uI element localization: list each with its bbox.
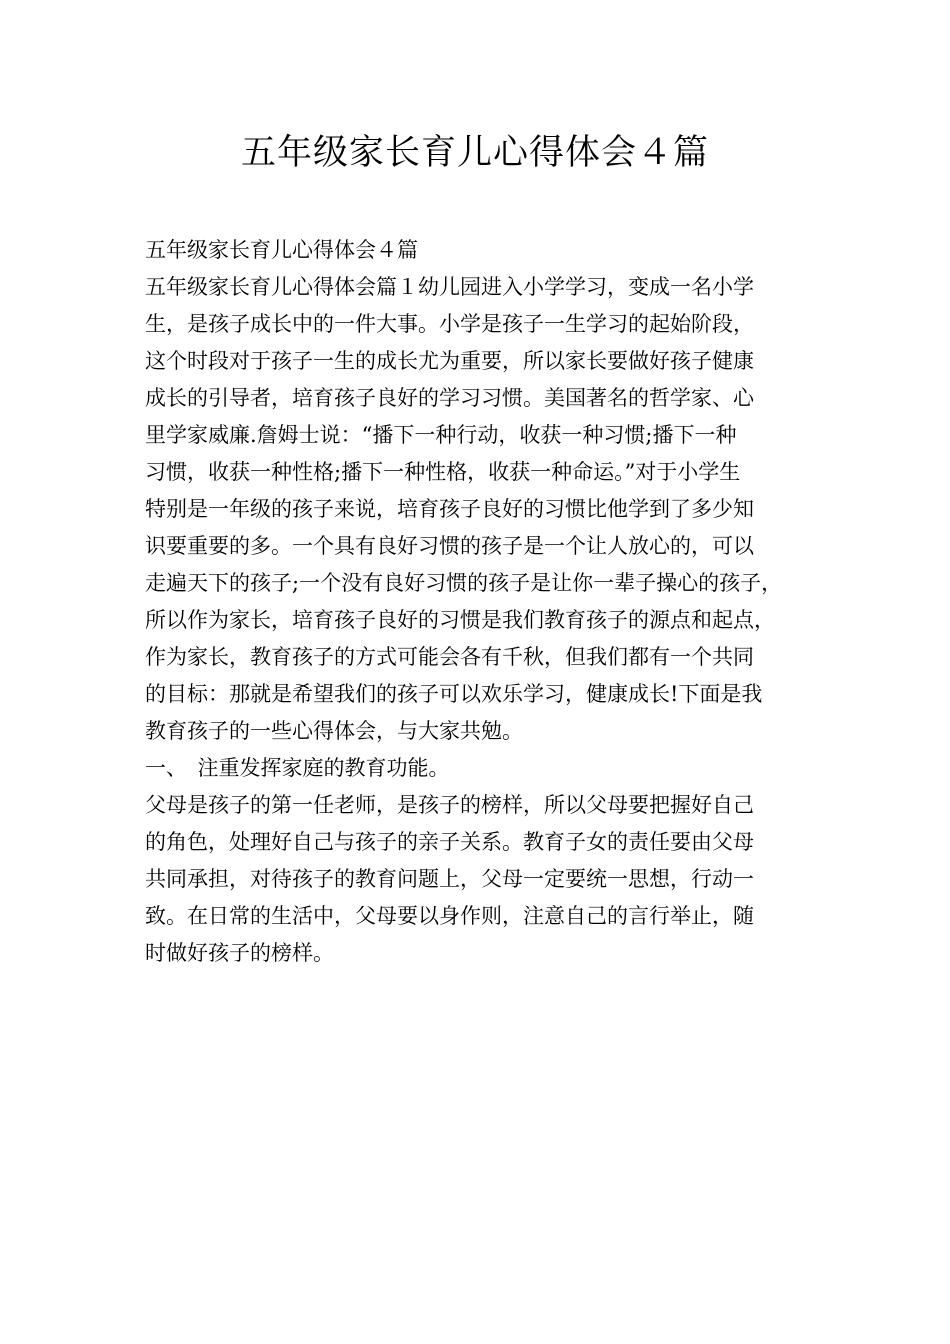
section-heading: 一、 注重发挥家庭的教育功能。 [145, 756, 450, 780]
text-line: 教育孩子的一些心得体会，与大家共勉。 [145, 719, 523, 743]
text-line: 五年级家长育儿心得体会篇１幼儿园进入小学学习，变成一名小学 [145, 275, 754, 299]
text-line: 作为家长，教育孩子的方式可能会各有千秋，但我们都有一个共同 [145, 645, 754, 669]
text-line: 致。在日常的生活中，父母要以身作则，注意自己的言行举止，随 [145, 904, 754, 928]
text-line: 特别是一年级的孩子来说，培育孩子良好的习惯比他学到了多少知 [145, 497, 754, 521]
text-line: 走遍天下的孩子;一个没有良好习惯的孩子是让你一辈子操心的孩子， [145, 571, 783, 595]
text-line: 的目标：那就是希望我们的孩子可以欢乐学习，健康成长!下面是我 [145, 682, 763, 706]
text-line: 所以作为家长，培育孩子良好的习惯是我们教育孩子的源点和起点， [145, 608, 775, 632]
text-line: 这个时段对于孩子一生的成长尤为重要，所以家长要做好孩子健康 [145, 349, 754, 373]
text-line: 识要重要的多。一个具有良好习惯的孩子是一个让人放心的，可以 [145, 534, 754, 558]
text-line: 生，是孩子成长中的一件大事。小学是孩子一生学习的起始阶段， [145, 312, 754, 336]
text-line: 成长的引导者，培育孩子良好的学习习惯。美国著名的哲学家、心 [145, 386, 754, 410]
text-line: 时做好孩子的榜样。 [145, 941, 334, 965]
text-line: 习惯，收获一种性格;播下一种性格，收获一种命运。”对于小学生 [145, 460, 741, 484]
text-line: 父母是孩子的第一任老师，是孩子的榜样，所以父母要把握好自己 [145, 793, 754, 817]
text-line: 五年级家长育儿心得体会４篇 [145, 238, 418, 262]
text-line: 的角色，处理好自己与孩子的亲子关系。教育子女的责任要由父母 [145, 830, 754, 854]
document-body [145, 232, 825, 972]
text-line: 共同承担，对待孩子的教育问题上，父母一定要统一思想，行动一 [145, 867, 754, 891]
text-line: 里学家威廉.詹姆士说：“播下一种行动，收获一种习惯;播下一种 [145, 423, 737, 447]
page-title: 五年级家长育儿心得体会４篇 [240, 133, 709, 173]
